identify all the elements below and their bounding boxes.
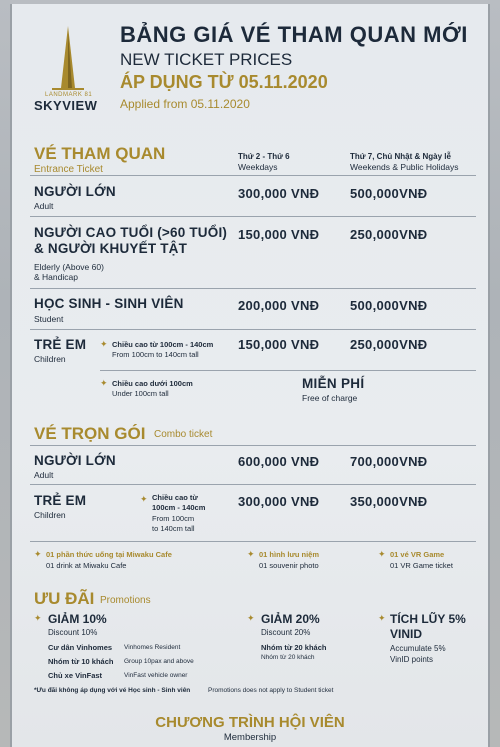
row-student-label: HỌC SINH - SINH VIÊN [34, 296, 184, 311]
include-photo: 01 hình lưu niệm [259, 550, 320, 559]
promo-20-en: Discount 20% [261, 628, 311, 637]
combo-child-height-en-2: to 140cm tall [152, 524, 195, 533]
combo-adult-label: NGƯỜI LỚN [34, 453, 116, 468]
promo-20-title: GIẢM 20% [261, 612, 320, 626]
divider [30, 445, 476, 446]
combo-child-height: Chiều cao từ [152, 493, 198, 502]
promo-20-group: Nhóm từ 20 khách [261, 643, 327, 652]
include-drink-en: 01 drink at Miwaku Cafe [46, 561, 127, 570]
divider [30, 484, 476, 485]
promo-title-en: Promotions [100, 595, 151, 606]
row-student-label-en: Student [34, 314, 64, 324]
child-weekend-price: 250,000VNĐ [350, 337, 428, 352]
membership-title-en: Membership [223, 732, 277, 743]
promo-10-vinfast: Chủ xe VinFast [48, 671, 103, 680]
star-bullet-icon: ✦ [247, 549, 255, 559]
combo-adult-label-en: Adult [34, 470, 54, 480]
promo-10-group: Nhóm từ 10 khách [48, 657, 114, 666]
row-elderly-label-en-2: & Handicap [34, 272, 78, 282]
star-bullet-icon: ✦ [378, 549, 386, 559]
col-weekdays: Thứ 2 - Thứ 6 [238, 152, 290, 161]
promo-note: *Ưu đãi không áp dụng với vé Học sinh - Sinh viên [34, 687, 191, 694]
page-title: BẢNG GIÁ VÉ THAM QUAN MỚI [120, 22, 468, 47]
promo-10-group-en: Group 10pax and above [124, 658, 194, 665]
logo-brand-text: SKYVIEW [34, 98, 98, 113]
star-bullet-icon: ✦ [34, 549, 42, 559]
elderly-weekend-price: 250,000VNĐ [350, 227, 428, 242]
combo-child-weekend-price: 350,000VNĐ [350, 494, 428, 509]
include-photo-en: 01 souvenir photo [259, 561, 319, 570]
promo-10-en: Discount 10% [48, 628, 98, 637]
promo-vinid-en-2: VinID points [390, 655, 433, 664]
promo-title: ƯU ĐÃI [34, 589, 95, 608]
promo-10-vinfast-en: VinFast vehicle owner [124, 672, 188, 679]
col-weekends-en: Weekends & Public Holidays [350, 162, 459, 172]
divider [30, 541, 476, 542]
promo-10-vinhomes: Cư dân Vinhomes [48, 643, 113, 652]
row-adult-label: NGƯỜI LỚN [34, 184, 116, 199]
child-height-2: Chiều cao dưới 100cm [112, 379, 193, 388]
combo-title: VÉ TRỌN GÓI [34, 424, 146, 443]
row-children-label-en: Children [34, 354, 66, 364]
combo-adult-weekday-price: 600,000 VNĐ [238, 454, 320, 469]
apply-date: ÁP DỤNG TỪ 05.11.2020 [120, 72, 328, 92]
logo-small-text: LANDMARK 81 [45, 92, 93, 98]
combo-title-en: Combo ticket [154, 429, 213, 440]
divider [30, 216, 476, 217]
entrance-title-en: Entrance Ticket [34, 164, 103, 175]
promo-vinid-title: TÍCH LŨY 5% [390, 612, 466, 626]
promo-vinid-title-2: VINID [390, 627, 423, 641]
star-bullet-icon: ✦ [140, 494, 148, 504]
divider [30, 329, 476, 330]
star-bullet-icon: ✦ [100, 339, 108, 349]
promo-note-en: Promotions does not apply to Student ticket [208, 687, 334, 694]
page-title-en: NEW TICKET PRICES [120, 50, 293, 69]
promo-10-vinhomes-en: Vinhomes Resident [124, 644, 181, 651]
apply-date-en: Applied from 05.11.2020 [120, 97, 250, 111]
combo-child-height-2: 100cm - 140cm [152, 503, 206, 512]
divider [30, 175, 476, 176]
combo-child-weekday-price: 300,000 VNĐ [238, 494, 320, 509]
star-bullet-icon: ✦ [378, 613, 386, 623]
elderly-weekday-price: 150,000 VNĐ [238, 227, 320, 242]
combo-children-label: TRẺ EM [34, 493, 87, 508]
price-board [10, 4, 490, 747]
child-height-2-en: Under 100cm tall [112, 389, 169, 398]
divider [30, 288, 476, 289]
free-label: MIỄN PHÍ [302, 376, 365, 391]
promo-20-group-en: Nhóm từ 20 khách [261, 654, 315, 661]
child-weekday-price: 150,000 VNĐ [238, 337, 320, 352]
student-weekday-price: 200,000 VNĐ [238, 298, 320, 313]
student-weekend-price: 500,000VNĐ [350, 298, 428, 313]
row-elderly-label-en: Elderly (Above 60) [34, 262, 104, 272]
adult-weekend-price: 500,000VNĐ [350, 186, 428, 201]
child-height-1-en: From 100cm to 140cm tall [112, 350, 199, 359]
combo-children-label-en: Children [34, 510, 66, 520]
row-elderly-label-2: & NGƯỜI KHUYẾT TẬT [34, 241, 188, 256]
landmark-tower-logo [48, 26, 88, 96]
combo-child-height-en: From 100cm [152, 514, 195, 523]
promo-vinid-en: Accumulate 5% [390, 644, 446, 653]
star-bullet-icon: ✦ [247, 613, 255, 623]
divider [100, 370, 476, 371]
include-vr-en: 01 VR Game ticket [390, 561, 453, 570]
entrance-title: VÉ THAM QUAN [34, 144, 166, 163]
include-drink: 01 phần thức uống tại Miwaku Cafe [46, 550, 172, 559]
membership-title: CHƯƠNG TRÌNH HỘI VIÊN [155, 714, 345, 731]
col-weekdays-en: Weekdays [238, 162, 278, 172]
promo-10-title: GIẢM 10% [48, 612, 107, 626]
row-adult-label-en: Adult [34, 201, 54, 211]
col-weekends: Thứ 7, Chủ Nhật & Ngày lễ [350, 152, 451, 161]
row-children-label: TRẺ EM [34, 337, 87, 352]
adult-weekday-price: 300,000 VNĐ [238, 186, 320, 201]
free-label-en: Free of charge [302, 393, 358, 403]
combo-adult-weekend-price: 700,000VNĐ [350, 454, 428, 469]
star-bullet-icon: ✦ [100, 378, 108, 388]
star-bullet-icon: ✦ [34, 613, 42, 623]
row-elderly-label: NGƯỜI CAO TUỔI (>60 TUỔI) [34, 225, 228, 240]
child-height-1: Chiều cao từ 100cm - 140cm [112, 340, 214, 349]
include-vr: 01 vé VR Game [390, 550, 445, 559]
